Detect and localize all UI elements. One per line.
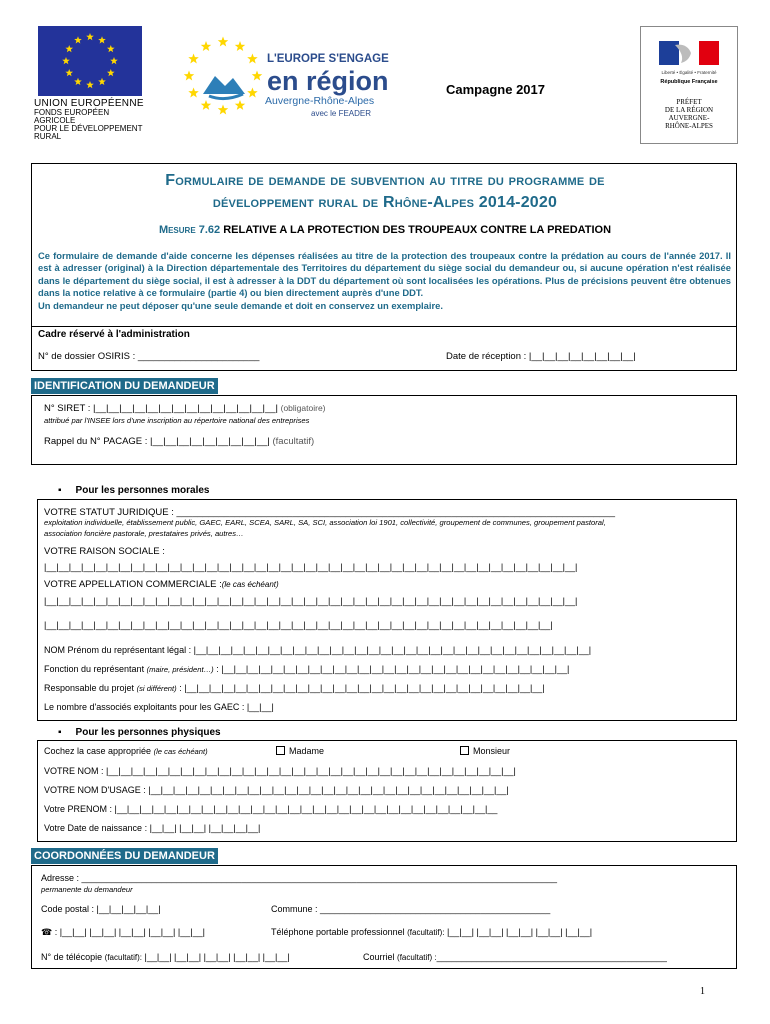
admin-title: Cadre réservé à l'administration xyxy=(38,329,190,340)
physiques-heading xyxy=(58,727,221,738)
eu-caption-line3: POUR LE DÉVELOPPEMENT RURAL xyxy=(34,124,143,141)
adresse-field[interactable]: Adresse : _______________________________________________________________________________________________ xyxy=(41,873,558,883)
responsable-boxes: : |__|__|__|__|__|__|__|__|__|__|__|__|__|__|__|__|__|__|__|__|__|__|__|__|__|__|__|__|__| xyxy=(179,683,545,693)
marianne-icon xyxy=(641,27,737,97)
eu-caption-line1: UNION EUROPÉENNE xyxy=(34,98,144,109)
portable-label: Téléphone portable professionnel xyxy=(271,927,405,937)
cochez-label xyxy=(44,746,208,756)
responsable-note: (si différent) xyxy=(136,684,177,693)
eu-star-icon xyxy=(98,78,106,85)
fax-field[interactable] xyxy=(41,952,290,962)
prenom-field[interactable]: Votre PRENOM : |__|__|__|__|__|__|__|__|__|__|__|__|__|__|__|__|__|__|__|__|__|__|__|__|__|__|__|__|__|__|__ xyxy=(44,804,498,814)
pacage-label: Rappel du N° PACAGE : |__|__|__|__|__|__|__|__|__| xyxy=(44,436,270,447)
identification-heading: IDENTIFICATION DU DEMANDEUR xyxy=(31,378,218,394)
appellation-note: (le cas échéant) xyxy=(221,580,279,589)
intro-text xyxy=(38,250,731,312)
prefet-line6: RHÔNE-ALPES xyxy=(665,122,713,130)
telephone-boxes: : |__|__| |__|__| |__|__| |__|__| |__|__| xyxy=(54,927,205,937)
region-logo-line4: avec le FEADER xyxy=(311,109,372,118)
siret-subnote: attribué par l'INSEE lors d'une inscription au répertoire national des entreprises xyxy=(44,416,310,425)
form-title xyxy=(40,170,730,214)
morales-heading-text: Pour les personnes morales xyxy=(75,485,210,496)
eu-star-icon xyxy=(107,69,115,76)
prefet-line3: PRÉFET xyxy=(676,98,702,106)
region-star-icon xyxy=(247,88,257,98)
region-logo-line3: Auvergne-Rhône-Alpes xyxy=(265,95,375,107)
eu-star-icon xyxy=(62,57,70,64)
fax-note: (facultatif): xyxy=(104,953,142,962)
appellation-field-2[interactable]: |__|__|__|__|__|__|__|__|__|__|__|__|__|__|__|__|__|__|__|__|__|__|__|__|__|__|__|__|__|__|__|__|__|__|__|__|__|__|__|__|__| xyxy=(44,620,553,630)
commune-field[interactable]: Commune : ______________________________________________ xyxy=(271,904,551,914)
portable-note: (facultatif): xyxy=(407,928,445,937)
portable-field[interactable] xyxy=(271,927,592,937)
eu-star-icon xyxy=(74,78,82,85)
region-star-icon xyxy=(235,100,245,110)
region-star-icon xyxy=(218,105,228,115)
bullet-icon: ▪ xyxy=(58,485,62,496)
madame-checkbox[interactable] xyxy=(276,746,324,756)
campaign-label: Campagne 2017 xyxy=(446,82,545,97)
eu-caption-line2: FONDS EUROPÉEN AGRICOLE xyxy=(34,108,110,125)
region-star-icon xyxy=(201,41,211,51)
courriel-line: ______________________________________________ xyxy=(436,952,667,962)
responsable-field[interactable] xyxy=(44,683,545,693)
eu-star-icon xyxy=(65,69,73,76)
courriel-note: (facultatif) : xyxy=(397,953,437,962)
naissance-field[interactable]: Votre Date de naissance : |__|__| |__|__| |__|__|__|__| xyxy=(44,823,261,833)
nom-usage-field[interactable]: VOTRE NOM D'USAGE : |__|__|__|__|__|__|__|__|__|__|__|__|__|__|__|__|__|__|__|__|__|__|__|__|__|__|__|__|__| xyxy=(44,785,509,795)
intro-paragraph: Ce formulaire de demande d'aide concerne les dépenses réalisées au titre de la protection des troupeaux contre la prédation au cours de l'année 2017. Il est à adresser (original) à la Direction départementale des Territoires du département du siège social du demandeur ou, si aucune opération n'est réalisée dans le département du siège social, il est à adresser à la DDT du département où sont localisées les opérations. Plus de précisions peuvent être obtenues dans la notice relative à ce formulaire (partie 4) ou bien directement auprès d'une DDT. xyxy=(38,250,731,299)
fonction-label: Fonction du représentant xyxy=(44,664,145,674)
eu-star-icon xyxy=(74,36,82,43)
intro-last-line: Un demandeur ne peut déposer qu'une seule demande et doit en conservez un exemplaire. xyxy=(38,299,443,311)
statut-field[interactable]: VOTRE STATUT JURIDIQUE : ___________________________________________________________________________________ xyxy=(44,507,616,518)
mountain-icon xyxy=(203,76,245,94)
telephone-field[interactable] xyxy=(41,927,205,938)
raison-field[interactable]: |__|__|__|__|__|__|__|__|__|__|__|__|__|__|__|__|__|__|__|__|__|__|__|__|__|__|__|__|__|__|__|__|__|__|__|__|__|__|__|__|__|__|__| xyxy=(44,562,578,572)
eu-stars-icon xyxy=(38,26,142,96)
form-title-line2: développement rural de Rhône-Alpes 2014-2020 xyxy=(212,194,558,211)
region-star-icon xyxy=(201,100,211,110)
siret-note: (obligatoire) xyxy=(280,403,326,413)
region-star-icon xyxy=(252,71,262,81)
statut-note-2: association foncière pastorale, prestataires privés, autres… xyxy=(44,529,244,538)
region-star-icon xyxy=(188,54,198,64)
region-feader-logo xyxy=(163,32,398,122)
mesure-text: RELATIVE A LA PROTECTION DES TROUPEAUX CONTRE LA PREDATION xyxy=(220,224,612,236)
eu-star-icon xyxy=(107,45,115,52)
appellation-field-1[interactable]: |__|__|__|__|__|__|__|__|__|__|__|__|__|__|__|__|__|__|__|__|__|__|__|__|__|__|__|__|__|__|__|__|__|__|__|__|__|__|__|__|__|__|__| xyxy=(44,596,578,606)
checkbox-icon[interactable] xyxy=(460,746,469,755)
eu-star-icon xyxy=(86,81,94,88)
region-star-icon xyxy=(184,71,194,81)
region-star-icon xyxy=(218,37,228,47)
eu-star-icon xyxy=(65,45,73,52)
prefet-text xyxy=(646,98,732,130)
fax-boxes: |__|__| |__|__| |__|__| |__|__| |__|__| xyxy=(144,952,290,962)
eu-star-icon xyxy=(98,36,106,43)
region-star-icon xyxy=(188,88,198,98)
eu-star-icon xyxy=(86,33,94,40)
phone-icon: ☎ xyxy=(41,927,53,937)
appellation-label-text: VOTRE APPELLATION COMMERCIALE : xyxy=(44,579,222,590)
monsieur-label: Monsieur xyxy=(473,746,511,756)
fax-label: N° de télécopie xyxy=(41,952,103,962)
coordonnees-heading: COORDONNÉES DU DEMANDEUR xyxy=(31,848,218,864)
cochez-note: (le cas échéant) xyxy=(153,747,208,756)
fonction-note: (maire, président…) xyxy=(146,665,214,674)
pacage-note: (facultatif) xyxy=(272,436,315,447)
courriel-field[interactable] xyxy=(363,952,667,962)
region-logo-line2: en région xyxy=(267,66,389,96)
eu-flag-logo xyxy=(38,26,142,96)
prefet-motto: Liberté • Égalité • Fraternité xyxy=(661,70,717,75)
mesure-subtitle xyxy=(40,224,730,236)
eu-caption xyxy=(34,98,149,141)
reception-date-field[interactable]: Date de réception : |__|__|__|__|__|__|__|__| xyxy=(446,351,636,362)
form-title-line1: Formulaire de demande de subvention au titre du programme de xyxy=(165,172,605,189)
madame-label: Madame xyxy=(289,746,325,756)
cochez-text: Cochez la case appropriée xyxy=(44,746,152,756)
representant-nom-field[interactable]: NOM Prénom du représentant légal : |__|__|__|__|__|__|__|__|__|__|__|__|__|__|__|__|__|__|__|__|__|__|__|__|__|__|__|__|__|__|__|__| xyxy=(44,645,592,655)
admin-divider xyxy=(32,326,736,327)
appellation-label xyxy=(44,579,279,590)
prefet-line4: DE LA RÉGION xyxy=(664,106,714,114)
checkbox-icon[interactable] xyxy=(276,746,285,755)
osiris-field[interactable]: N° de dossier OSIRIS : _______________________ xyxy=(38,351,260,362)
physiques-heading-text: Pour les personnes physiques xyxy=(75,727,221,738)
prefet-line5: AUVERGNE- xyxy=(668,114,710,122)
morales-heading xyxy=(58,485,210,496)
adresse-note: permanente du demandeur xyxy=(41,885,133,894)
region-star-icon xyxy=(235,41,245,51)
courriel-label: Courriel xyxy=(363,952,395,962)
bullet-icon: ▪ xyxy=(58,727,62,738)
fonction-boxes: : |__|__|__|__|__|__|__|__|__|__|__|__|__|__|__|__|__|__|__|__|__|__|__|__|__|__|__|__| xyxy=(216,664,570,674)
raison-label: VOTRE RAISON SOCIALE : xyxy=(44,546,165,557)
fonction-field[interactable] xyxy=(44,664,569,674)
associes-field[interactable]: Le nombre d'associés exploitants pour les GAEC : |__|__| xyxy=(44,702,274,712)
code-postal-field[interactable]: Code postal : |__|__|__|__|__| xyxy=(41,904,161,914)
siret-label: N° SIRET : |__|__|__|__|__|__|__|__|__|__|__|__|__|__| xyxy=(44,403,278,414)
responsable-label: Responsable du projet xyxy=(44,683,135,693)
pacage-field[interactable] xyxy=(44,436,314,447)
siret-field[interactable] xyxy=(44,403,326,414)
nom-field[interactable]: VOTRE NOM : |__|__|__|__|__|__|__|__|__|__|__|__|__|__|__|__|__|__|__|__|__|__|__|__|__|__|__|__|__|__|__|__|__| xyxy=(44,766,516,776)
monsieur-checkbox[interactable] xyxy=(460,746,510,756)
mesure-label: Mesure 7.62 xyxy=(158,224,221,236)
region-star-icon xyxy=(247,54,257,64)
eu-star-icon xyxy=(110,57,118,64)
prefet-republique: République Française xyxy=(660,79,718,85)
region-logo-line1: L'EUROPE S'ENGAGE xyxy=(267,53,389,65)
page-number: 1 xyxy=(700,986,705,997)
statut-note-1: exploitation individuelle, établissement public, GAEC, EARL, SCEA, SARL, SA, SCI, association loi 1901, collectivité, groupement de communes, groupement pastoral, xyxy=(44,518,606,527)
portable-boxes: |__|__| |__|__| |__|__| |__|__| |__|__| xyxy=(446,927,593,937)
